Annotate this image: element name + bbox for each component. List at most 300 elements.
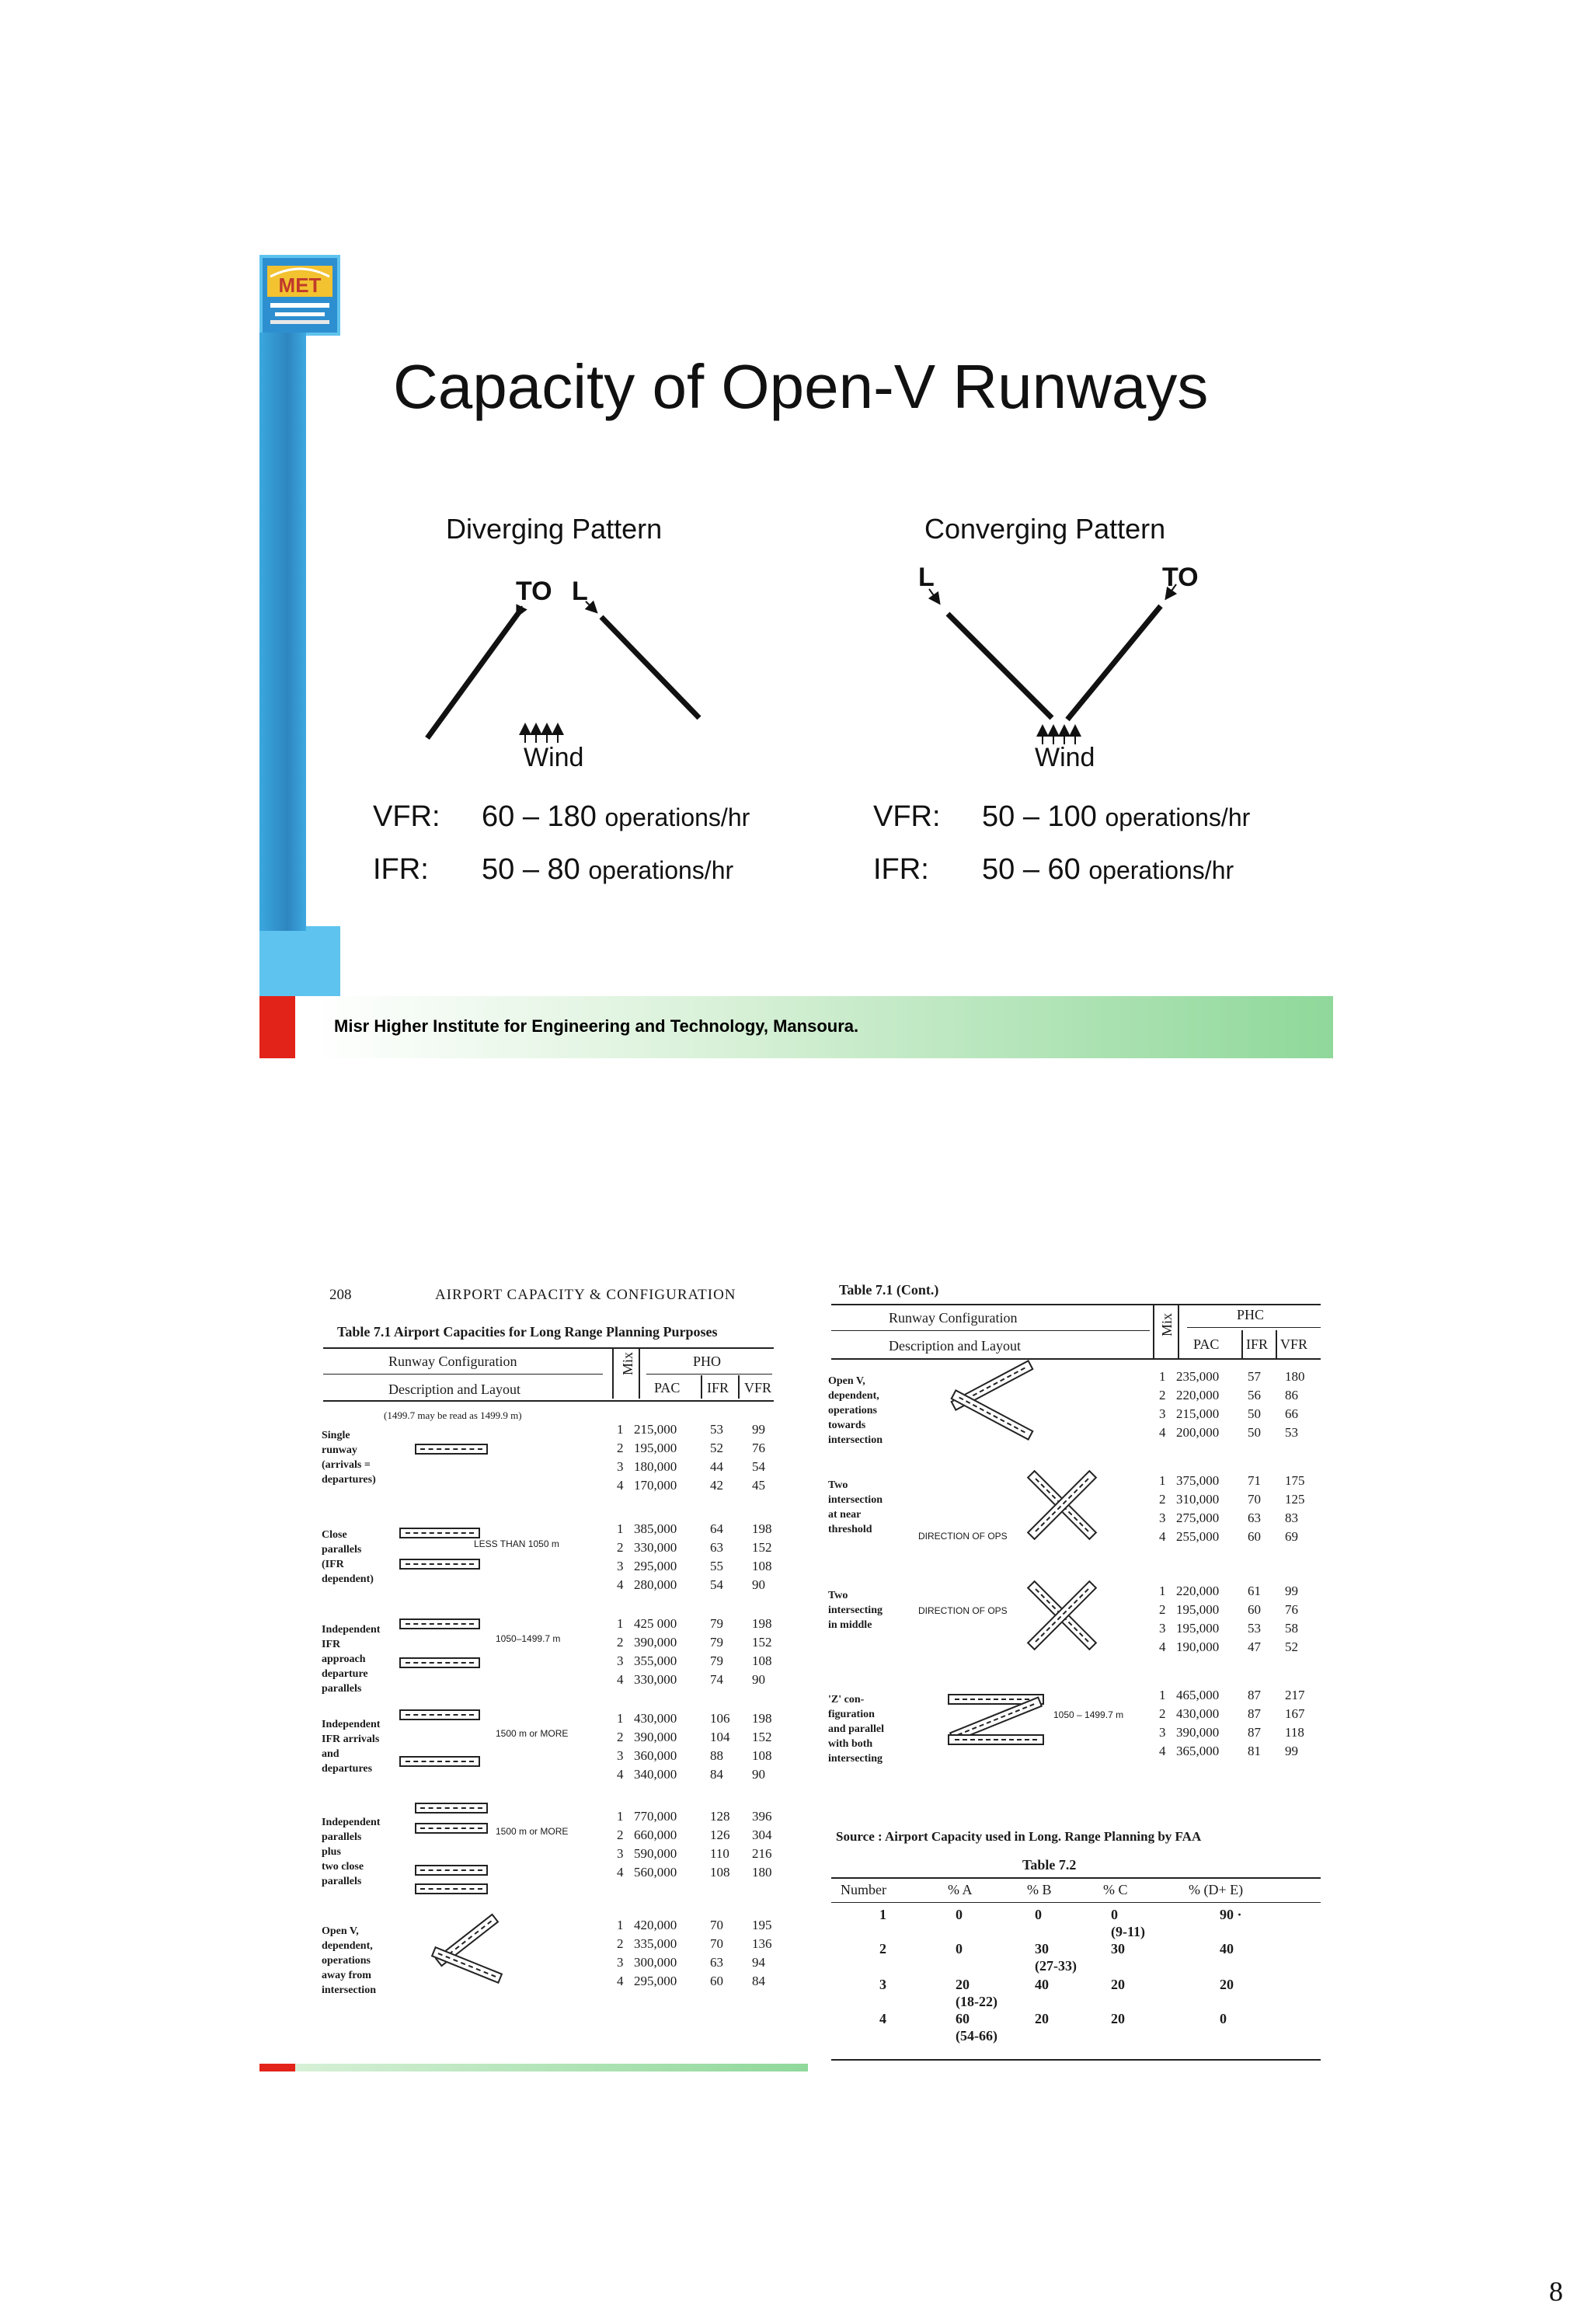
table-cell-ifr: 84 <box>710 1767 723 1782</box>
table72-header: Number <box>841 1882 886 1897</box>
config-description-line: towards <box>828 1420 866 1431</box>
col-mix: Mix <box>620 1351 635 1375</box>
converging-l-label: L <box>918 563 935 592</box>
table-cell-pac: 375,000 <box>1176 1473 1220 1488</box>
table-cell-vfr: 118 <box>1285 1725 1304 1740</box>
table-cell-ifr: 79 <box>710 1653 723 1668</box>
diverging-wind-label: Wind <box>524 743 584 772</box>
runway-sketch <box>399 1559 480 1570</box>
config-description-line: intersecting <box>828 1753 883 1765</box>
table-cell-vfr: 198 <box>752 1521 772 1536</box>
table-cell-mix: 3 <box>617 1653 624 1668</box>
table-cell-ifr: 128 <box>710 1809 730 1824</box>
table-cell-vfr: 108 <box>752 1559 772 1573</box>
diverging-ifr-capacity <box>373 853 733 887</box>
table-cell-mix: 4 <box>617 1767 624 1782</box>
table-cell-vfr: 108 <box>752 1653 772 1668</box>
diverging-wind-arrows-icon <box>525 729 558 743</box>
diverging-vfr-value: 60 – 180 <box>482 800 597 833</box>
table-cell-mix: 3 <box>617 1846 624 1861</box>
config-description-line: IFR <box>322 1639 341 1650</box>
table-cell-vfr: 99 <box>1285 1744 1298 1758</box>
table-cell-vfr: 99 <box>752 1422 765 1437</box>
table-cell-pac: 190,000 <box>1176 1639 1220 1654</box>
config-description-line: departures <box>322 1763 373 1775</box>
table-cell-pac: 235,000 <box>1176 1369 1220 1384</box>
config-description-line: dependent, <box>828 1390 879 1402</box>
table-cell-pac: 340,000 <box>634 1767 677 1782</box>
table-cell-vfr: 58 <box>1285 1621 1298 1636</box>
table-cell-pac: 390,000 <box>1176 1725 1220 1740</box>
runway-sketch <box>399 1618 480 1629</box>
col-runway-config: Runway Configuration <box>388 1354 517 1369</box>
diverging-runway-left <box>427 606 522 738</box>
config-description-line: 'Z' con- <box>828 1694 865 1706</box>
table-cell-pac: 170,000 <box>634 1478 677 1493</box>
col-ifr-cont: IFR <box>1246 1336 1269 1352</box>
config-description-line: intersection <box>828 1494 883 1506</box>
table-cell-ifr: 64 <box>710 1521 723 1536</box>
table-cell-ifr: 42 <box>710 1478 723 1493</box>
table-cell-mix: 1 <box>617 1918 624 1932</box>
col-runway-config-cont: Runway Configuration <box>889 1310 1018 1326</box>
table72-header: % C <box>1103 1882 1128 1897</box>
table-cell-mix: 3 <box>1159 1510 1166 1525</box>
diverging-pattern-title: Diverging Pattern <box>446 513 663 545</box>
table-cell-pac: 195,000 <box>634 1441 677 1455</box>
table-cell-ifr: 74 <box>710 1672 723 1687</box>
table-cell-vfr: 180 <box>752 1865 772 1880</box>
table-cell-vfr: 86 <box>1285 1388 1298 1402</box>
config-description-line: intersection <box>828 1434 883 1446</box>
table-cell-ifr: 79 <box>710 1616 723 1631</box>
config-description-line: parallels <box>322 1683 362 1695</box>
config-description-line: Single <box>322 1430 350 1441</box>
converging-to-label: TO <box>1162 563 1199 592</box>
runway-sketch <box>399 1709 480 1720</box>
converging-runway-right <box>1067 584 1176 719</box>
table-cell-pac: 330,000 <box>634 1540 677 1555</box>
table-cell-ifr: 53 <box>1248 1621 1261 1636</box>
col-vfr-cont: VFR <box>1280 1336 1308 1352</box>
table-cell-vfr: 216 <box>752 1846 772 1861</box>
config-description-line: dependent) <box>322 1573 374 1585</box>
separation-annotation: 1500 m or MORE <box>496 1826 569 1837</box>
table-cell-pac: 465,000 <box>1176 1688 1220 1702</box>
table-cell-vfr: 195 <box>752 1918 772 1932</box>
config-description-line: plus <box>322 1846 341 1858</box>
table-cell-ifr: 57 <box>1248 1369 1261 1384</box>
slide-open-v-runways <box>259 255 1333 1058</box>
table-cell-ifr: 70 <box>710 1936 723 1951</box>
converging-wind-label: Wind <box>1035 743 1095 772</box>
config-description-line: two close <box>322 1861 364 1873</box>
runway-sketch <box>415 1803 488 1814</box>
col-pho: PHO <box>693 1354 722 1369</box>
table-cell-mix: 3 <box>1159 1725 1166 1740</box>
table-cell-mix: 4 <box>617 1478 624 1493</box>
table-cell-mix: 3 <box>617 1559 624 1573</box>
scan-right-page <box>823 1259 1325 2059</box>
table-cell-vfr: 84 <box>752 1974 765 1988</box>
config-description-line: figuration <box>828 1709 875 1720</box>
slide2-footer-red <box>259 2064 295 2071</box>
table-cell-vfr: 90 <box>752 1672 765 1687</box>
col-phc: PHC <box>1237 1307 1265 1322</box>
config-description-line: departure <box>322 1668 368 1680</box>
table-cell-pac: 430,000 <box>634 1711 677 1726</box>
table-cell-ifr: 56 <box>1248 1388 1261 1402</box>
config-description-line: operations <box>828 1405 877 1416</box>
config-description-line: Open V, <box>322 1925 359 1937</box>
table-cell-vfr: 52 <box>1285 1639 1298 1654</box>
table-cell-pac: 385,000 <box>634 1521 677 1536</box>
table72-cell: (9-11) <box>1111 1924 1145 1939</box>
diverging-to-label: TO <box>516 577 552 606</box>
table-cell-mix: 4 <box>617 1577 624 1592</box>
table72-title: Table 7.2 <box>1022 1857 1077 1873</box>
config-description-line: Independent <box>322 1624 381 1636</box>
col-description: Description and Layout <box>388 1382 520 1397</box>
table72-cell: 90 · <box>1220 1907 1242 1922</box>
table-cell-mix: 4 <box>1159 1639 1166 1654</box>
table-cell-ifr: 70 <box>710 1918 723 1932</box>
table72-cell: 20 <box>1035 2011 1049 2026</box>
table-cell-ifr: 106 <box>710 1711 730 1726</box>
config-description-line: intersecting <box>828 1605 883 1616</box>
converging-vfr-capacity <box>873 800 1250 834</box>
slide-footer <box>259 996 1333 1058</box>
table-cell-mix: 2 <box>617 1730 624 1744</box>
table-cell-ifr: 61 <box>1248 1584 1261 1598</box>
table-cell-mix: 4 <box>1159 1529 1166 1544</box>
config-description-line: Independent <box>322 1817 381 1828</box>
runway-sketch <box>415 1444 488 1455</box>
col-mix-cont: Mix <box>1159 1312 1175 1336</box>
config-description-line: (IFR <box>322 1559 344 1570</box>
table-cell-mix: 4 <box>617 1865 624 1880</box>
config-description-line: dependent, <box>322 1940 373 1952</box>
table-cell-vfr: 90 <box>752 1767 765 1782</box>
table-cell-pac: 355,000 <box>634 1653 677 1668</box>
table-cell-vfr: 175 <box>1285 1473 1305 1488</box>
book-header: AIRPORT CAPACITY & CONFIGURATION <box>435 1287 736 1303</box>
table72-cell: 0 <box>1220 2011 1227 2026</box>
table-cell-ifr: 53 <box>710 1422 723 1437</box>
runway-sketch <box>415 1883 488 1894</box>
table-cell-pac: 365,000 <box>1176 1744 1220 1758</box>
converging-ifr-unit: operations/hr <box>1088 856 1234 884</box>
table-cell-mix: 1 <box>1159 1473 1166 1488</box>
table71-cont-caption: Table 7.1 (Cont.) <box>839 1282 939 1298</box>
table-cell-ifr: 50 <box>1248 1406 1261 1421</box>
table-cell-pac: 215,000 <box>1176 1406 1220 1421</box>
separation-annotation: LESS THAN 1050 m <box>474 1538 559 1549</box>
table-cell-pac: 215,000 <box>634 1422 677 1437</box>
converging-vfr-unit: operations/hr <box>1105 803 1251 831</box>
converging-runway-left <box>929 589 1052 718</box>
diverging-vfr-capacity <box>373 800 750 834</box>
table-cell-mix: 2 <box>617 1635 624 1650</box>
table-cell-ifr: 63 <box>710 1540 723 1555</box>
config-description-line: Two <box>828 1590 848 1601</box>
table-cell-mix: 2 <box>617 1827 624 1842</box>
config-description-line: Close <box>322 1529 347 1541</box>
footer-institute-name: Misr Higher Institute for Engineering and Technology, Mansoura. <box>334 1016 859 1036</box>
table-cell-mix: 4 <box>617 1974 624 1988</box>
table-cell-ifr: 70 <box>1248 1492 1261 1507</box>
table-cell-pac: 360,000 <box>634 1748 677 1763</box>
table-cell-ifr: 81 <box>1248 1744 1261 1758</box>
table-cell-ifr: 87 <box>1248 1725 1261 1740</box>
table-cell-pac: 200,000 <box>1176 1425 1220 1440</box>
table72-cell: 20 <box>1111 2011 1125 2026</box>
separation-annotation: DIRECTION OF OPS <box>918 1605 1008 1616</box>
table-cell-ifr: 108 <box>710 1865 730 1880</box>
table-cell-mix: 2 <box>617 1441 624 1455</box>
table-cell-ifr: 88 <box>710 1748 723 1763</box>
table72-cell: 0 <box>1111 1907 1118 1922</box>
table-cell-mix: 2 <box>617 1540 624 1555</box>
table-cell-ifr: 47 <box>1248 1639 1261 1654</box>
table71-note: (1499.7 may be read as 1499.9 m) <box>384 1409 522 1421</box>
converging-ifr-value: 50 – 60 <box>982 853 1081 886</box>
slide-title: Capacity of Open-V Runways <box>393 352 1209 421</box>
table-cell-vfr: 76 <box>752 1441 765 1455</box>
config-description-line: with both <box>828 1738 873 1750</box>
table-cell-pac: 255,000 <box>1176 1529 1220 1544</box>
config-description-line: runway <box>322 1444 357 1456</box>
table-cell-mix: 2 <box>617 1936 624 1951</box>
col-description-cont: Description and Layout <box>889 1338 1021 1354</box>
table-cell-ifr: 63 <box>710 1955 723 1970</box>
config-description-line: in middle <box>828 1619 872 1631</box>
diverging-ifr-unit: operations/hr <box>588 856 734 884</box>
diverging-vfr-key: VFR: <box>373 800 440 833</box>
col-vfr: VFR <box>744 1380 772 1395</box>
table-cell-pac: 295,000 <box>634 1559 677 1573</box>
table-cell-ifr: 126 <box>710 1827 730 1842</box>
table-source-note: Source : Airport Capacity used in Long. Range Planning by FAA <box>836 1829 1202 1844</box>
table-cell-pac: 300,000 <box>634 1955 677 1970</box>
table-cell-mix: 1 <box>1159 1369 1166 1384</box>
table72-cell: (54-66) <box>956 2028 997 2044</box>
table-cell-mix: 1 <box>1159 1688 1166 1702</box>
table-cell-ifr: 110 <box>710 1846 729 1861</box>
table-cell-pac: 660,000 <box>634 1827 677 1842</box>
table-cell-vfr: 99 <box>1285 1584 1298 1598</box>
runway-sketch <box>399 1756 480 1767</box>
table-cell-mix: 3 <box>1159 1406 1166 1421</box>
runway-sketch <box>399 1657 480 1668</box>
converging-ifr-key: IFR: <box>873 853 929 886</box>
col-pac: PAC <box>654 1380 681 1395</box>
page-number: 8 <box>1549 2276 1563 2307</box>
table-cell-pac: 310,000 <box>1176 1492 1220 1507</box>
footer-red-block <box>259 996 295 1058</box>
table-cell-ifr: 71 <box>1248 1473 1261 1488</box>
table-cell-pac: 590,000 <box>634 1846 677 1861</box>
table-cell-pac: 275,000 <box>1176 1510 1220 1525</box>
converging-pattern-title: Converging Pattern <box>924 513 1166 545</box>
book-page-number: 208 <box>329 1287 352 1303</box>
table72-cell: 0 <box>1035 1907 1042 1922</box>
table-cell-vfr: 198 <box>752 1711 772 1726</box>
table-cell-vfr: 90 <box>752 1577 765 1592</box>
diverging-runway-right <box>586 601 699 718</box>
table72-cell: (27-33) <box>1035 1958 1077 1974</box>
table72-header: % A <box>948 1882 973 1897</box>
table72-cell: 0 <box>956 1941 963 1956</box>
table-cell-ifr: 60 <box>1248 1602 1261 1617</box>
table-cell-pac: 560,000 <box>634 1865 677 1880</box>
table72-cell: 30 <box>1035 1941 1049 1956</box>
table-cell-mix: 3 <box>617 1459 624 1474</box>
scan-left-page <box>298 1259 811 2059</box>
table72-header: % (D+ E) <box>1189 1882 1244 1897</box>
config-description-line: at near <box>828 1509 862 1521</box>
table72-cell: 0 <box>956 1907 963 1922</box>
table-cell-mix: 3 <box>617 1748 624 1763</box>
table-cell-mix: 2 <box>1159 1706 1166 1721</box>
table-cell-pac: 180,000 <box>634 1459 677 1474</box>
table-cell-ifr: 60 <box>710 1974 723 1988</box>
config-description-line: (arrivals = <box>322 1459 371 1471</box>
config-description-line: IFR arrivals <box>322 1733 380 1745</box>
table-cell-pac: 335,000 <box>634 1936 677 1951</box>
config-description-line: and parallel <box>828 1723 884 1735</box>
table-cell-pac: 220,000 <box>1176 1388 1220 1402</box>
table-cell-vfr: 217 <box>1285 1688 1305 1702</box>
config-description-line: Independent <box>322 1719 381 1730</box>
table-cell-vfr: 54 <box>752 1459 765 1474</box>
diverging-l-label: L <box>572 577 588 606</box>
config-description-line: Open V, <box>828 1375 865 1387</box>
diverging-vfr-unit: operations/hr <box>604 803 750 831</box>
table-cell-pac: 425 000 <box>634 1616 677 1631</box>
config-description-line: Two <box>828 1479 848 1491</box>
table-cell-mix: 4 <box>1159 1744 1166 1758</box>
table-cell-mix: 2 <box>1159 1388 1166 1402</box>
slide2-footer-green <box>295 2064 808 2071</box>
table72-cell: 1 <box>879 1907 886 1922</box>
table-cell-mix: 1 <box>617 1809 624 1824</box>
table-cell-mix: 3 <box>617 1955 624 1970</box>
config-description-line: away from <box>322 1970 371 1981</box>
config-description-line: intersection <box>322 1984 376 1996</box>
table-cell-pac: 390,000 <box>634 1730 677 1744</box>
table-cell-vfr: 94 <box>752 1955 765 1970</box>
config-description-line: operations <box>322 1955 371 1967</box>
table-cell-mix: 1 <box>617 1521 624 1536</box>
table-cell-pac: 420,000 <box>634 1918 677 1932</box>
table-cell-pac: 295,000 <box>634 1974 677 1988</box>
separation-annotation: 1500 m or MORE <box>496 1728 569 1739</box>
table-cell-ifr: 55 <box>710 1559 723 1573</box>
table-cell-mix: 1 <box>617 1422 624 1437</box>
separation-annotation: 1050–1499.7 m <box>496 1633 561 1644</box>
table-cell-ifr: 63 <box>1248 1510 1261 1525</box>
config-description-line: threshold <box>828 1524 872 1535</box>
table-cell-pac: 330,000 <box>634 1672 677 1687</box>
diverging-ifr-value: 50 – 80 <box>482 853 580 886</box>
table72-cell: 40 <box>1220 1941 1234 1956</box>
runway-sketch <box>399 1528 480 1538</box>
table-cell-vfr: 76 <box>1285 1602 1298 1617</box>
converging-vfr-key: VFR: <box>873 800 941 833</box>
table-cell-vfr: 45 <box>752 1478 765 1493</box>
separation-annotation: 1050 – 1499.7 m <box>1053 1709 1124 1720</box>
table71-caption: Table 7.1 Airport Capacities for Long Range Planning Purposes <box>337 1324 718 1340</box>
table-cell-vfr: 125 <box>1285 1492 1305 1507</box>
table-cell-vfr: 396 <box>752 1809 772 1824</box>
config-description-line: and <box>322 1748 339 1760</box>
table72-cell: (18-22) <box>956 1994 997 2009</box>
table-cell-vfr: 152 <box>752 1730 772 1744</box>
table-cell-mix: 4 <box>617 1672 624 1687</box>
table-cell-vfr: 180 <box>1285 1369 1305 1384</box>
table-cell-vfr: 198 <box>752 1616 772 1631</box>
runway-sketch <box>415 1865 488 1876</box>
table-cell-ifr: 60 <box>1248 1529 1261 1544</box>
table-cell-mix: 1 <box>617 1711 624 1726</box>
table-cell-ifr: 50 <box>1248 1425 1261 1440</box>
table-cell-pac: 770,000 <box>634 1809 677 1824</box>
logo-text: MET <box>278 274 322 297</box>
table-cell-vfr: 108 <box>752 1748 772 1763</box>
table-cell-mix: 3 <box>1159 1621 1166 1636</box>
table-cell-pac: 430,000 <box>1176 1706 1220 1721</box>
table-cell-vfr: 66 <box>1285 1406 1298 1421</box>
diverging-ifr-key: IFR: <box>373 853 429 886</box>
table-cell-pac: 390,000 <box>634 1635 677 1650</box>
table72-cell: 20 <box>1111 1977 1125 1992</box>
config-description-line: parallels <box>322 1876 362 1887</box>
config-description-line: parallels <box>322 1544 362 1556</box>
table-cell-ifr: 54 <box>710 1577 723 1592</box>
table72-cell: 20 <box>1220 1977 1234 1992</box>
separation-annotation: DIRECTION OF OPS <box>918 1531 1008 1542</box>
table72-cell: 20 <box>956 1977 970 1992</box>
col-ifr: IFR <box>707 1380 729 1395</box>
table-cell-vfr: 152 <box>752 1635 772 1650</box>
table-cell-mix: 4 <box>1159 1425 1166 1440</box>
table-cell-vfr: 83 <box>1285 1510 1298 1525</box>
table-cell-pac: 195,000 <box>1176 1621 1220 1636</box>
table-cell-vfr: 53 <box>1285 1425 1298 1440</box>
table72-header: % B <box>1027 1882 1052 1897</box>
table-cell-ifr: 104 <box>710 1730 730 1744</box>
config-description-line: parallels <box>322 1831 362 1843</box>
config-description-line: departures) <box>322 1474 376 1486</box>
slide-capacity-tables <box>259 1259 1333 2075</box>
table72-cell: 2 <box>879 1941 886 1956</box>
table-cell-vfr: 152 <box>752 1540 772 1555</box>
runway-sketch <box>415 1823 488 1834</box>
table-cell-pac: 220,000 <box>1176 1584 1220 1598</box>
table-cell-ifr: 52 <box>710 1441 723 1455</box>
table-cell-vfr: 167 <box>1285 1706 1305 1721</box>
config-description-line: approach <box>322 1653 366 1665</box>
table-cell-vfr: 304 <box>752 1827 772 1842</box>
table-cell-ifr: 79 <box>710 1635 723 1650</box>
col-pac-cont: PAC <box>1193 1336 1220 1352</box>
table-cell-mix: 1 <box>1159 1584 1166 1598</box>
table-cell-ifr: 87 <box>1248 1688 1261 1702</box>
table-cell-mix: 2 <box>1159 1602 1166 1617</box>
table72-cell: 40 <box>1035 1977 1049 1992</box>
table-cell-pac: 195,000 <box>1176 1602 1220 1617</box>
